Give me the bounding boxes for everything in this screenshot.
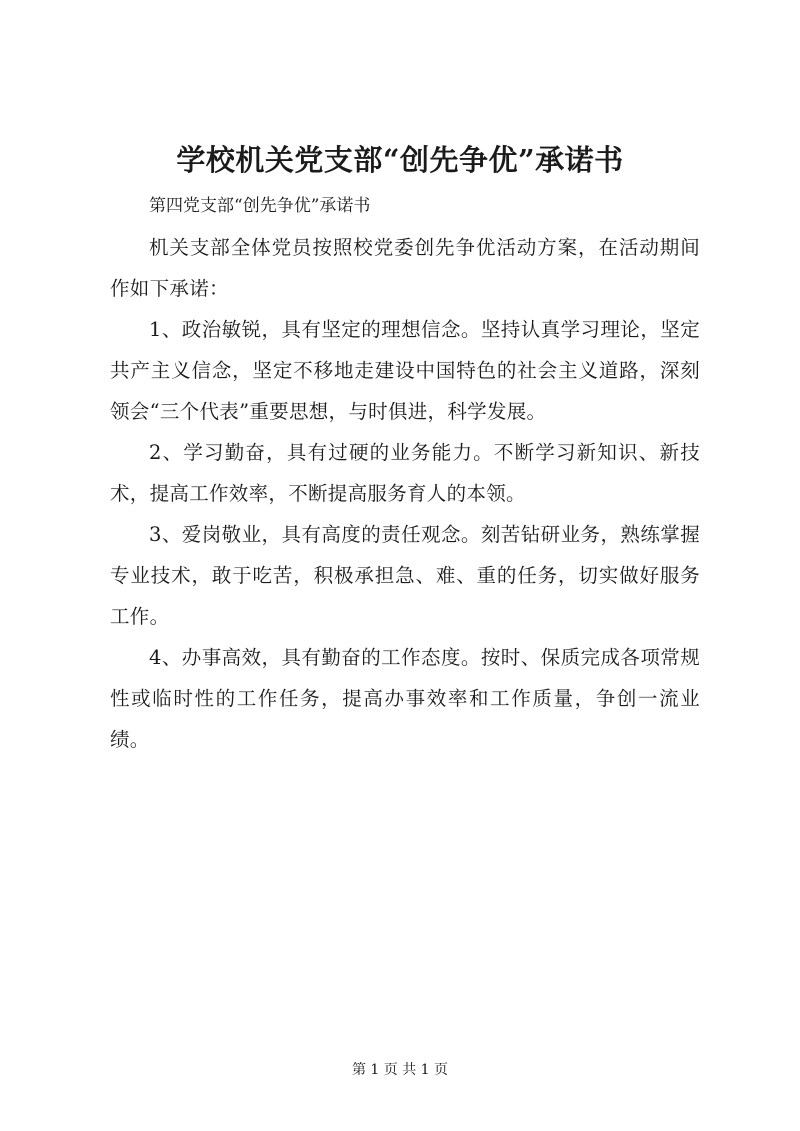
commitment-paragraph-4: 4、办事高效，具有勤奋的工作态度。按时、保质完成各项常规性或临时性的工作任务，提高办事效率和工作质量，争创一流业绩。 xyxy=(110,646,700,751)
document-body xyxy=(110,186,700,760)
document-subtitle: 第四党支部“创先争优”承诺书 xyxy=(149,196,371,216)
page-number-footer: 第 1 页 共 1 页 xyxy=(351,1062,449,1078)
intro-paragraph: 机关支部全体党员按照校党委创先争优活动方案，在活动期间作如下承诺： xyxy=(110,236,700,300)
commitment-paragraph-2: 2、学习勤奋，具有过硬的业务能力。不断学习新知识、新技术，提高工作效率，不断提高服务育人的本领。 xyxy=(110,441,700,505)
commitment-paragraph-1: 1、政治敏锐，具有坚定的理想信念。坚持认真学习理论，坚定共产主义信念，坚定不移地走建设中国特色的社会主义道路，深刻领会“三个代表”重要思想，与时俱进，科学发展。 xyxy=(110,318,700,423)
commitment-paragraph-3: 3、爱岗敬业，具有高度的责任观念。刻苦钻研业务，熟练掌握专业技术，敢于吃苦，积极承担急、难、重的任务，切实做好服务工作。 xyxy=(110,523,700,628)
document-title: 学校机关党支部“创先争优”承诺书 xyxy=(176,143,624,177)
